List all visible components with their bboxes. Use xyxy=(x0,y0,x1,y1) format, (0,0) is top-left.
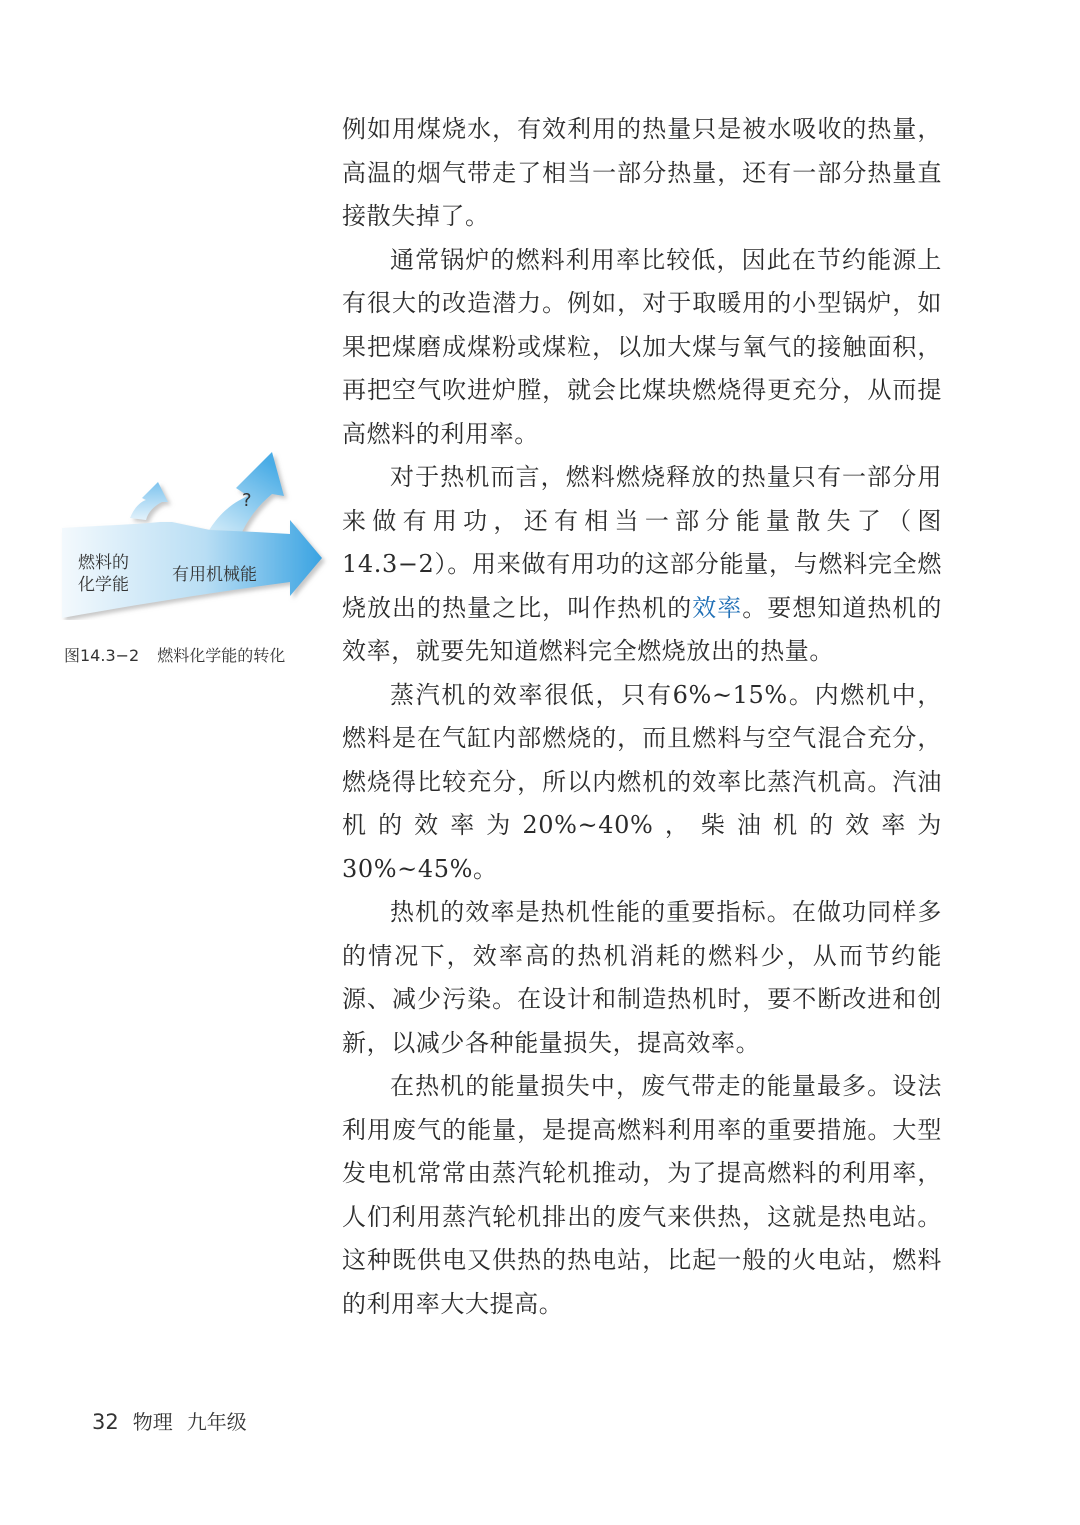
paragraph-text: 在热机的能量损失中，废气带走的能量最多。设法利用废气的能量，是提高燃料利用率的重要措施。大型发电机常常由蒸汽轮机推动，为了提高燃料的利用率，人们利用蒸汽轮机排出的废气来供热，这就是热电站。这种既供电又供热的热电站，比起一般的火电站，燃料的利用率大大提高。 xyxy=(342,1072,942,1318)
paragraph xyxy=(342,1065,942,1326)
paragraph xyxy=(342,674,942,892)
paragraph xyxy=(342,891,942,1065)
highlighted-term: 效率 xyxy=(692,593,743,622)
loss-arrow-small xyxy=(130,482,168,520)
grade-label: 九年级 xyxy=(186,1410,247,1434)
chemical-energy-label-line2: 化学能 xyxy=(78,575,129,595)
page-footer xyxy=(92,1406,247,1435)
paragraph-text: 对于热机而言，燃料燃烧释放的热量只有一部分用来做有用功，还有相当一部分能量散失了（图14.3−2）。用来做有用功的这部分能量，与燃料完全燃烧放出的热量之比，叫作热机的 xyxy=(342,463,942,622)
paragraph-text: 例如用煤烧水，有效利用的热量只是被水吸收的热量，高温的烟气带走了相当一部分热量，还有一部分热量直接散失掉了。 xyxy=(342,115,942,230)
subject-label: 物理 xyxy=(132,1410,173,1434)
body-text xyxy=(342,108,942,1326)
paragraph xyxy=(342,239,942,457)
chemical-energy-label-line1: 燃料的 xyxy=(78,553,129,573)
question-mark-label: ? xyxy=(242,490,252,511)
page-number: 32 xyxy=(92,1410,119,1434)
energy-flow-figure xyxy=(60,440,330,620)
paragraph-text: 蒸汽机的效率很低，只有6%~15%。内燃机中，燃料是在气缸内部燃烧的，而且燃料与空气混合充分，燃烧得比较充分，所以内燃机的效率比蒸汽机高。汽油机的效率为20%~40%，柴油机的效率为30%~45%。 xyxy=(342,680,942,883)
caption-title: 燃料化学能的转化 xyxy=(157,646,286,665)
paragraph-text: 。要想知道热机的效率，就要先知道燃料完全燃烧放出的热量。 xyxy=(342,593,942,665)
caption-number: 图14.3−2 xyxy=(64,646,140,665)
paragraph-text: 通常锅炉的燃料利用率比较低，因此在节约能源上有很大的改造潜力。例如，对于取暖用的小型锅炉，如果把煤磨成煤粉或煤粒，以加大煤与氧气的接触面积，再把空气吹进炉膛，就会比煤块燃烧得更充分，从而提高燃料的利用率。 xyxy=(342,245,942,448)
paragraph xyxy=(342,456,942,674)
mechanical-energy-label: 有用机械能 xyxy=(172,565,257,585)
paragraph-text: 热机的效率是热机性能的重要指标。在做功同样多的情况下，效率高的热机消耗的燃料少，从而节约能源、减少污染。在设计和制造热机时，要不断改进和创新，以减少各种能量损失，提高效率。 xyxy=(342,898,942,1057)
paragraph xyxy=(342,108,942,239)
figure-caption xyxy=(64,643,285,666)
